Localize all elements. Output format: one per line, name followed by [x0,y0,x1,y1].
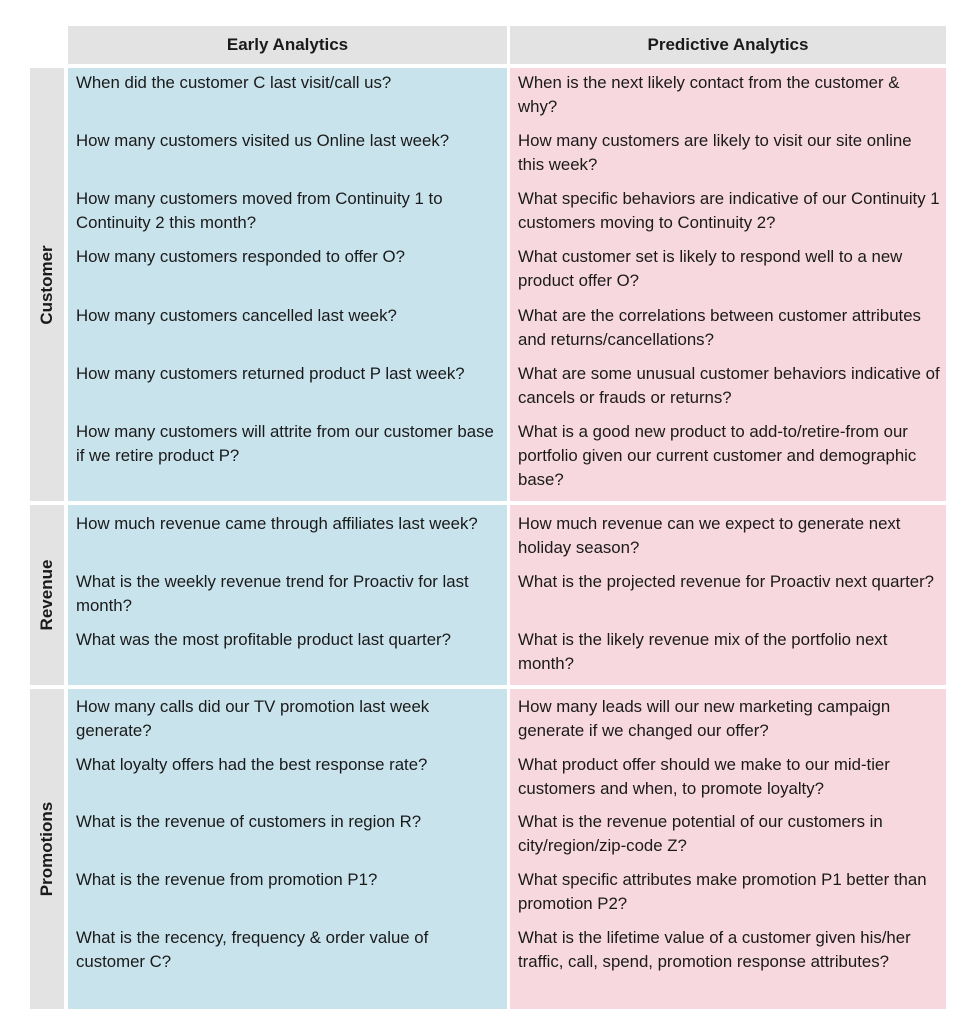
table-cell: How much revenue came through affiliates last week? [76,514,478,533]
early-column-promotions [68,689,507,1009]
table-cell: What is a good new product to add-to/retire-from our portfolio given our current customer and demographic base? [518,422,917,489]
analytics-comparison-table [30,26,946,1009]
section-label-cell [30,689,64,1009]
table-cell: How many customers will attrite from our customer base if we retire product P? [76,422,494,465]
early-column-revenue [68,505,507,685]
table-cell: What loyalty offers had the best response rate? [76,755,428,774]
header-row [30,26,946,64]
section-revenue [30,505,946,685]
predictive-column-customer [510,68,946,501]
table-cell: What is the lifetime value of a customer given his/her traffic, call, spend, promotion response attributes? [518,928,911,971]
table-cell: What is the projected revenue for Proactiv next quarter? [518,572,935,591]
table-cell: When did the customer C last visit/call us? [76,73,392,92]
table-cell: What is the recency, frequency & order value of customer C? [76,928,429,971]
table-cell: How many customers returned product P last week? [76,364,465,383]
section-label-customer: Customer [37,244,56,325]
table-cell: What specific behaviors are indicative of our Continuity 1 customers moving to Continuity 2? [518,189,940,232]
section-label-cell [30,505,64,685]
table-cell: What is the likely revenue mix of the portfolio next month? [518,630,888,673]
early-column-customer [68,68,507,501]
table-cell: What specific attributes make promotion P1 better than promotion P2? [518,870,927,913]
table-cell: How many leads will our new marketing campaign generate if we changed our offer? [518,697,891,740]
table-cell: What customer set is likely to respond well to a new product offer O? [518,247,903,290]
table-cell: What is the weekly revenue trend for Proactiv for last month? [76,572,469,615]
table-cell: How many customers cancelled last week? [76,306,397,325]
table-cell: How many calls did our TV promotion last week generate? [76,697,430,740]
table-cell: What product offer should we make to our mid-tier customers and when, to promote loyalty? [518,755,890,798]
column-header-predictive-analytics: Predictive Analytics [510,26,946,64]
predictive-column-promotions [510,689,946,1009]
table-cell: How many customers responded to offer O? [76,247,405,266]
section-label-promotions: Promotions [37,801,56,897]
table-cell: What is the revenue from promotion P1? [76,870,378,889]
section-customer [30,68,946,501]
table-cell: What was the most profitable product last quarter? [76,630,451,649]
table-cell: How much revenue can we expect to generate next holiday season? [518,514,901,557]
header-corner [30,26,68,64]
table-cell: How many customers visited us Online last week? [76,131,450,150]
predictive-column-revenue [510,505,946,685]
table-cell: How many customers are likely to visit our site online this week? [518,131,912,174]
section-label-revenue: Revenue [37,559,56,631]
table-cell: What are some unusual customer behaviors indicative of cancels or frauds or returns? [518,364,940,407]
table-cell: When is the next likely contact from the customer & why? [518,73,900,116]
column-header-early-analytics: Early Analytics [68,26,507,64]
table-cell: What is the revenue potential of our customers in city/region/zip-code Z? [518,812,883,855]
section-label-cell [30,68,64,501]
section-promotions [30,689,946,1009]
table-cell: How many customers moved from Continuity 1 to Continuity 2 this month? [76,189,443,232]
table-cell: What are the correlations between customer attributes and returns/cancellations? [518,306,921,349]
table-cell: What is the revenue of customers in region R? [76,812,422,831]
